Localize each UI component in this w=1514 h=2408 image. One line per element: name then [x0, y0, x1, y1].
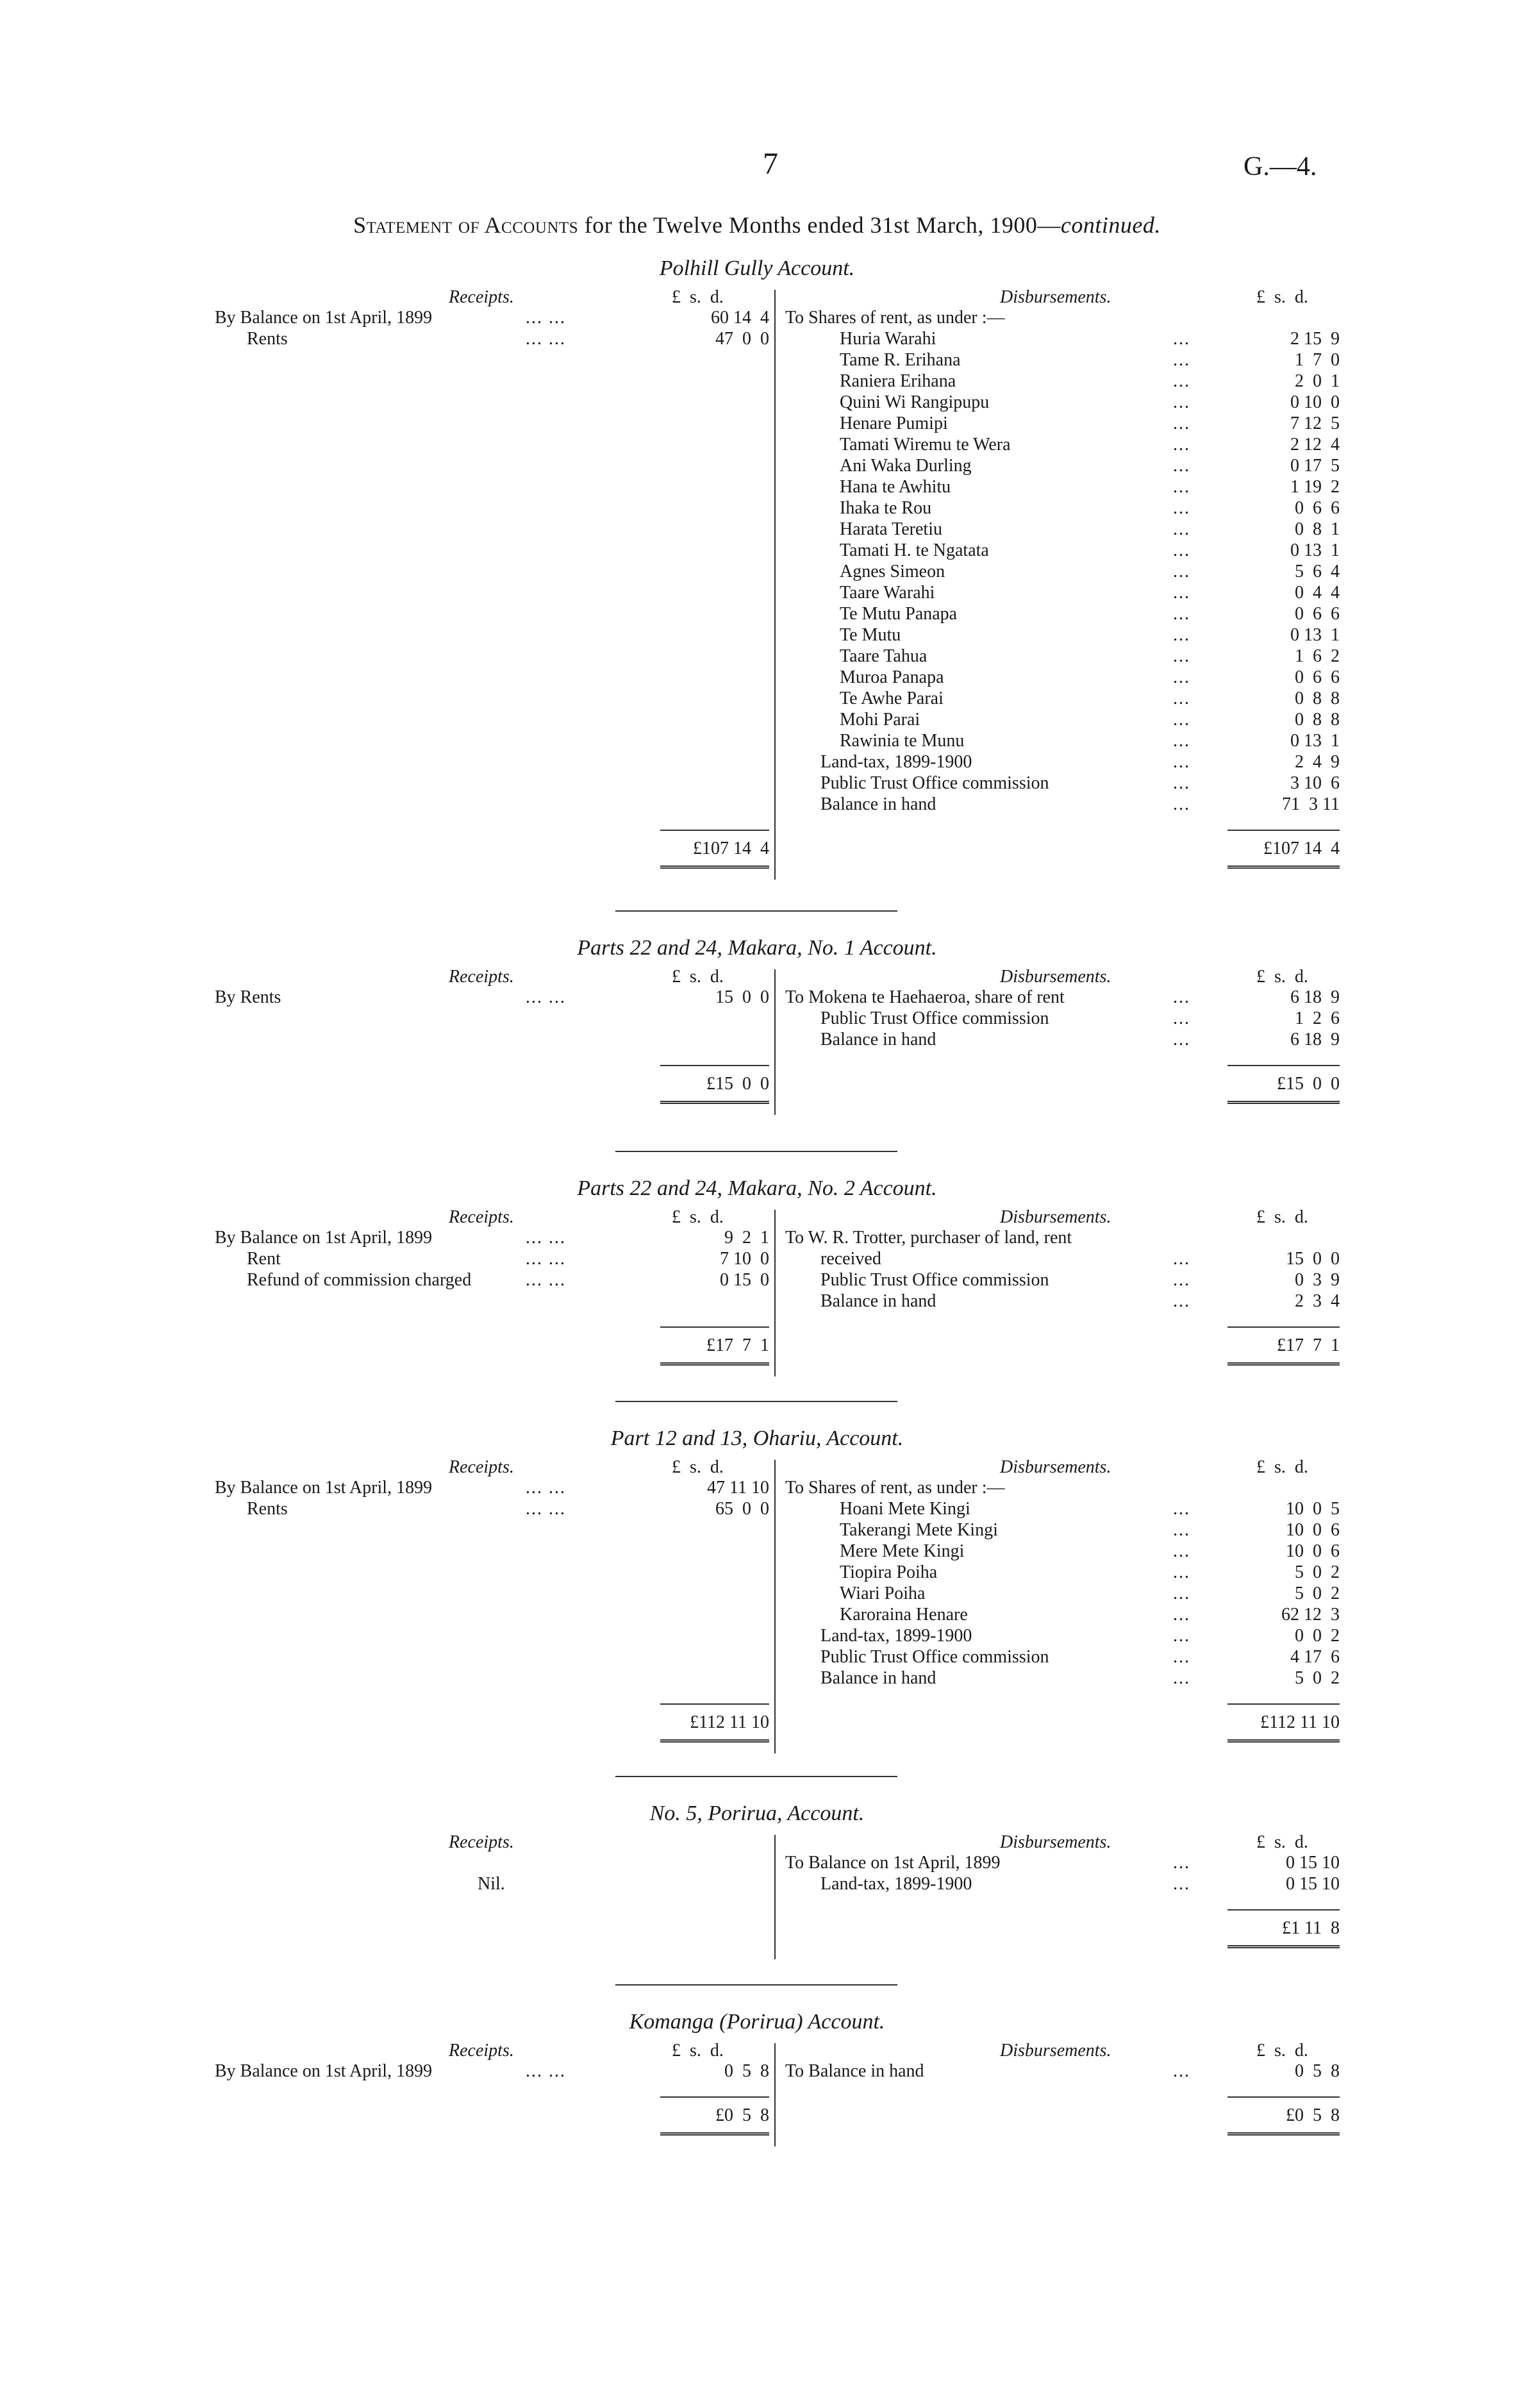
receipt-label: By Balance on 1st April, 1899 — [215, 1478, 433, 1498]
disbursement-label: Taare Warahi — [840, 583, 935, 603]
disbursement-label: Huria Warahi — [840, 329, 936, 349]
leader-dots: ... — [1173, 710, 1190, 730]
disbursement-label: Land-tax, 1899-1900 — [820, 1626, 972, 1646]
disbursement-amount: 62 12 3 — [1281, 1605, 1340, 1625]
leader-dots: ... — [1173, 1030, 1190, 1049]
disbursement-amount: 15 0 0 — [1286, 1249, 1340, 1269]
receipts-total-rule — [660, 1326, 769, 1328]
leader-dots: ... — [1173, 1626, 1190, 1646]
disbursements-lsd-header: £ s. d. — [1256, 2041, 1308, 2061]
disbursement-amount: 10 0 6 — [1286, 1541, 1340, 1561]
receipts-total: £107 14 4 — [693, 839, 769, 858]
disbursement-label: To Shares of rent, as under :— — [785, 308, 1005, 328]
disbursements-header: Disbursements. — [1000, 1832, 1111, 1852]
receipts-total-rule — [660, 830, 769, 831]
disbursement-amount: 2 0 1 — [1295, 371, 1340, 391]
leader-dots: ... — [1173, 1541, 1190, 1561]
disbursement-amount: 0 10 0 — [1290, 392, 1340, 412]
leader-dots: ... — [1173, 519, 1190, 539]
disbursement-amount: 2 3 4 — [1295, 1291, 1340, 1311]
leader-dots: ... — [1173, 604, 1190, 624]
receipts-total-double-rule — [660, 1739, 769, 1743]
disbursement-amount: 0 8 8 — [1295, 689, 1340, 708]
disbursement-amount: 0 6 6 — [1295, 667, 1340, 687]
disbursement-label: Taare Tahua — [840, 646, 928, 666]
leader-dots: ... — [1173, 625, 1190, 645]
disbursements-total: £15 0 0 — [1277, 1074, 1340, 1094]
leader-dots: ... — [1173, 583, 1190, 603]
receipt-amount: 15 0 0 — [715, 987, 769, 1007]
disbursements-total: £1 11 8 — [1282, 1918, 1340, 1938]
leader-dots: ... — [1173, 414, 1190, 433]
receipts-total: £15 0 0 — [706, 1074, 769, 1094]
document-reference: G.—4. — [1244, 152, 1317, 181]
leader-dots: ... ... — [526, 1228, 566, 1248]
disbursements-total-rule — [1227, 1326, 1340, 1328]
disbursements-header: Disbursements. — [1000, 1457, 1111, 1477]
column-divider — [774, 290, 776, 880]
leader-dots: ... — [1173, 1562, 1190, 1582]
leader-dots: ... — [1173, 329, 1190, 349]
account-title: No. 5, Porirua, Account. — [649, 1802, 865, 1825]
disbursements-header: Disbursements. — [1000, 287, 1111, 307]
column-divider — [774, 1460, 776, 1753]
disbursement-amount: 10 0 5 — [1286, 1499, 1340, 1519]
receipts-lsd-header: £ s. d. — [672, 287, 724, 307]
leader-dots: ... — [1173, 477, 1190, 497]
disbursement-label: Ani Waka Durling — [840, 456, 972, 476]
disbursements-header: Disbursements. — [1000, 2041, 1111, 2061]
disbursements-total: £107 14 4 — [1263, 839, 1340, 858]
leader-dots: ... ... — [526, 329, 566, 349]
disbursement-amount: 0 15 10 — [1286, 1874, 1340, 1894]
disbursement-amount: 0 8 8 — [1295, 710, 1340, 730]
disbursement-amount: 0 5 8 — [1295, 2061, 1340, 2081]
disbursement-label: Tamati Wiremu te Wera — [840, 435, 1011, 455]
receipt-amount: 47 0 0 — [715, 329, 769, 349]
disbursements-total-rule — [1227, 830, 1340, 831]
receipts-header: Receipts. — [449, 1832, 514, 1852]
disbursements-total: £17 7 1 — [1277, 1335, 1340, 1355]
receipts-total-rule — [660, 1065, 769, 1066]
disbursement-label: Public Trust Office commission — [820, 1270, 1049, 1290]
receipts-lsd-header: £ s. d. — [672, 967, 724, 987]
disbursement-label: Balance in hand — [820, 1291, 936, 1311]
disbursement-amount: 6 18 9 — [1290, 1030, 1340, 1049]
disbursement-amount: 10 0 6 — [1286, 1520, 1340, 1540]
receipt-label: By Balance on 1st April, 1899 — [215, 308, 433, 328]
leader-dots: ... — [1173, 371, 1190, 391]
leader-dots: ... — [1173, 498, 1190, 518]
receipt-amount: 0 15 0 — [720, 1270, 769, 1290]
disbursement-label: Henare Pumipi — [840, 414, 948, 433]
account-title: Parts 22 and 24, Makara, No. 1 Account. — [577, 936, 937, 960]
leader-dots: ... — [1173, 1270, 1190, 1290]
receipt-amount: 9 2 1 — [724, 1228, 769, 1248]
disbursement-label: Te Mutu Panapa — [840, 604, 958, 624]
disbursement-label: Ihaka te Rou — [840, 498, 932, 518]
disbursement-label: Public Trust Office commission — [820, 1647, 1049, 1667]
receipt-label: Rents — [247, 329, 288, 349]
leader-dots: ... ... — [526, 987, 566, 1007]
disbursement-label: Raniera Erihana — [840, 371, 956, 391]
disbursements-header: Disbursements. — [1000, 1207, 1111, 1227]
disbursement-amount: 0 6 6 — [1295, 498, 1340, 518]
leader-dots: ... — [1173, 2061, 1190, 2081]
receipts-header: Receipts. — [449, 1207, 514, 1227]
disbursements-lsd-header: £ s. d. — [1256, 1207, 1308, 1227]
disbursement-label: Tame R. Erihana — [840, 350, 961, 370]
disbursement-label: Land-tax, 1899-1900 — [820, 1874, 972, 1894]
receipts-total-double-rule — [660, 1362, 769, 1366]
leader-dots: ... ... — [526, 2061, 566, 2081]
leader-dots: ... — [1173, 1874, 1190, 1894]
leader-dots: ... — [1173, 1853, 1190, 1873]
receipts-total-rule — [660, 1703, 769, 1705]
disbursement-amount: 1 19 2 — [1290, 477, 1340, 497]
disbursement-label: Quini Wi Rangipupu — [840, 392, 990, 412]
receipt-amount: 60 14 4 — [711, 308, 769, 328]
leader-dots: ... — [1173, 562, 1190, 581]
leader-dots: ... — [1173, 392, 1190, 412]
disbursements-lsd-header: £ s. d. — [1256, 287, 1308, 307]
receipt-label: By Balance on 1st April, 1899 — [215, 1228, 433, 1248]
disbursement-label: To Mokena te Haehaeroa, share of rent — [785, 987, 1065, 1007]
leader-dots: ... ... — [526, 1478, 566, 1498]
section-separator — [615, 1151, 897, 1152]
disbursement-amount: 4 17 6 — [1290, 1647, 1340, 1667]
receipt-label: By Balance on 1st April, 1899 — [215, 2061, 433, 2081]
disbursements-total-double-rule — [1227, 1945, 1340, 1948]
disbursement-label: To Shares of rent, as under :— — [785, 1478, 1005, 1498]
disbursement-label: Public Trust Office commission — [820, 773, 1049, 793]
disbursement-label: To W. R. Trotter, purchaser of land, rent — [785, 1228, 1072, 1248]
disbursement-label: Balance in hand — [820, 1030, 936, 1049]
disbursement-label: Public Trust Office commission — [820, 1008, 1049, 1028]
disbursement-label: Rawinia te Munu — [840, 731, 965, 751]
title-text: for the Twelve Months ended 31st March, 1900— — [584, 212, 1061, 238]
leader-dots: ... — [1173, 456, 1190, 476]
section-separator — [615, 910, 897, 912]
leader-dots: ... — [1173, 1008, 1190, 1028]
disbursements-total-double-rule — [1227, 1101, 1340, 1104]
disbursement-label: Balance in hand — [820, 794, 936, 814]
disbursement-amount: 2 15 9 — [1290, 329, 1340, 349]
disbursement-label: Tiopira Poiha — [840, 1562, 938, 1582]
disbursement-amount: 0 13 1 — [1290, 540, 1340, 560]
leader-dots: ... — [1173, 1668, 1190, 1688]
column-divider — [774, 1835, 776, 1959]
leader-dots: ... — [1173, 731, 1190, 751]
leader-dots: ... — [1173, 987, 1190, 1007]
disbursements-total: £0 5 8 — [1286, 2105, 1340, 2125]
disbursement-amount: 7 12 5 — [1290, 414, 1340, 433]
disbursement-label: received — [820, 1249, 881, 1269]
disbursement-label: Mohi Parai — [840, 710, 920, 730]
leader-dots: ... — [1173, 1584, 1190, 1603]
receipts-total: £0 5 8 — [715, 2105, 769, 2125]
disbursements-header: Disbursements. — [1000, 967, 1111, 987]
page-number: 7 — [763, 147, 778, 181]
title-small-caps: Statement of Accounts — [353, 212, 579, 238]
disbursement-amount: 5 0 2 — [1295, 1562, 1340, 1582]
leader-dots: ... — [1173, 1520, 1190, 1540]
disbursement-amount: 0 17 5 — [1290, 456, 1340, 476]
disbursement-label: Takerangi Mete Kingi — [840, 1520, 998, 1540]
disbursement-amount: 5 0 2 — [1295, 1668, 1340, 1688]
leader-dots: ... — [1173, 435, 1190, 455]
receipts-header: Receipts. — [449, 287, 514, 307]
disbursements-total-double-rule — [1227, 1362, 1340, 1366]
disbursement-amount: 0 4 4 — [1295, 583, 1340, 603]
disbursement-amount: 0 0 2 — [1295, 1626, 1340, 1646]
receipt-amount: 7 10 0 — [720, 1249, 769, 1269]
disbursements-total: £112 11 10 — [1260, 1712, 1340, 1732]
disbursement-amount: 1 7 0 — [1295, 350, 1340, 370]
disbursement-label: Wiari Poiha — [840, 1584, 926, 1603]
disbursement-amount: 1 6 2 — [1295, 646, 1340, 666]
receipt-amount: 0 5 8 — [724, 2061, 769, 2081]
leader-dots: ... — [1173, 773, 1190, 793]
leader-dots: ... — [1173, 350, 1190, 370]
receipts-header: Receipts. — [449, 967, 514, 987]
leader-dots: ... — [1173, 1499, 1190, 1519]
leader-dots: ... — [1173, 646, 1190, 666]
receipts-total-double-rule — [660, 1101, 769, 1104]
receipts-total-double-rule — [660, 865, 769, 869]
disbursement-label: Muroa Panapa — [840, 667, 944, 687]
disbursement-amount: 6 18 9 — [1290, 987, 1340, 1007]
disbursement-amount: 0 6 6 — [1295, 604, 1340, 624]
title-continued: continued. — [1060, 212, 1161, 238]
disbursement-label: Te Mutu — [840, 625, 901, 645]
disbursement-label: Agnes Simeon — [840, 562, 945, 581]
section-separator — [615, 1401, 897, 1402]
disbursement-amount: 0 15 10 — [1286, 1853, 1340, 1873]
leader-dots: ... — [1173, 1647, 1190, 1667]
receipts-total-double-rule — [660, 2132, 769, 2136]
disbursement-amount: 0 3 9 — [1295, 1270, 1340, 1290]
receipts-lsd-header: £ s. d. — [672, 1207, 724, 1227]
disbursements-lsd-header: £ s. d. — [1256, 1457, 1308, 1477]
disbursement-amount: 5 0 2 — [1295, 1584, 1340, 1603]
account-title: Part 12 and 13, Ohariu, Account. — [610, 1426, 904, 1450]
section-separator — [615, 1776, 897, 1777]
leader-dots: ... — [1173, 794, 1190, 814]
disbursement-amount: 5 6 4 — [1295, 562, 1340, 581]
disbursements-total-rule — [1227, 1065, 1340, 1066]
receipt-amount: 47 11 10 — [707, 1478, 769, 1498]
disbursement-amount: 0 13 1 — [1290, 625, 1340, 645]
receipts-total-rule — [660, 2096, 769, 2098]
disbursement-amount: 0 8 1 — [1295, 519, 1340, 539]
account-title: Parts 22 and 24, Makara, No. 2 Account. — [577, 1176, 937, 1200]
section-separator — [615, 1984, 897, 1986]
disbursements-lsd-header: £ s. d. — [1256, 967, 1308, 987]
account-title: Polhill Gully Account. — [659, 256, 855, 280]
disbursement-amount: 3 10 6 — [1290, 773, 1340, 793]
leader-dots: ... — [1173, 752, 1190, 772]
receipt-label: Rents — [247, 1499, 288, 1519]
receipts-lsd-header: £ s. d. — [672, 2041, 724, 2061]
disbursement-label: Te Awhe Parai — [840, 689, 944, 708]
disbursement-label: Tamati H. te Ngatata — [840, 540, 989, 560]
disbursements-lsd-header: £ s. d. — [1256, 1832, 1308, 1852]
disbursement-amount: 71 3 11 — [1282, 794, 1340, 814]
statement-title — [0, 212, 1514, 238]
disbursements-total-double-rule — [1227, 1739, 1340, 1743]
receipts-lsd-header: £ s. d. — [672, 1457, 724, 1477]
disbursement-label: Hana te Awhitu — [840, 477, 951, 497]
leader-dots: ... — [1173, 1249, 1190, 1269]
account-title: Komanga (Porirua) Account. — [629, 2010, 885, 2034]
column-divider — [774, 1210, 776, 1376]
leader-dots: ... — [1173, 1291, 1190, 1311]
disbursement-amount: 2 12 4 — [1290, 435, 1340, 455]
leader-dots: ... ... — [526, 1499, 566, 1519]
receipts-total: £17 7 1 — [706, 1335, 769, 1355]
disbursement-amount: 1 2 6 — [1295, 1008, 1340, 1028]
disbursement-amount: 0 13 1 — [1290, 731, 1340, 751]
receipts-header: Receipts. — [449, 2041, 514, 2061]
disbursement-amount: 2 4 9 — [1295, 752, 1340, 772]
leader-dots: ... — [1173, 689, 1190, 708]
receipts-total: £112 11 10 — [690, 1712, 769, 1732]
disbursement-label: Harata Teretiu — [840, 519, 942, 539]
receipt-amount: 65 0 0 — [715, 1499, 769, 1519]
leader-dots: ... ... — [526, 1270, 566, 1290]
disbursement-label: To Balance on 1st April, 1899 — [785, 1853, 1001, 1873]
disbursement-label: Hoani Mete Kingi — [840, 1499, 970, 1519]
column-divider — [774, 969, 776, 1115]
disbursement-label: Karoraina Henare — [840, 1605, 968, 1625]
receipt-label: Refund of commission charged — [247, 1270, 472, 1290]
leader-dots: ... — [1173, 540, 1190, 560]
disbursements-total-rule — [1227, 1703, 1340, 1705]
disbursement-label: To Balance in hand — [785, 2061, 924, 2081]
receipts-nil: Nil. — [478, 1874, 505, 1894]
receipt-label: Rent — [247, 1249, 281, 1269]
column-divider — [774, 2043, 776, 2146]
receipt-label: By Rents — [215, 987, 281, 1007]
disbursements-total-double-rule — [1227, 865, 1340, 869]
leader-dots: ... — [1173, 1605, 1190, 1625]
receipts-header: Receipts. — [449, 1457, 514, 1477]
disbursement-label: Balance in hand — [820, 1668, 936, 1688]
disbursement-label: Mere Mete Kingi — [840, 1541, 965, 1561]
leader-dots: ... — [1173, 667, 1190, 687]
disbursement-label: Land-tax, 1899-1900 — [820, 752, 972, 772]
disbursements-total-rule — [1227, 1909, 1340, 1911]
disbursements-total-double-rule — [1227, 2132, 1340, 2136]
leader-dots: ... ... — [526, 1249, 566, 1269]
leader-dots: ... ... — [526, 308, 566, 328]
disbursements-total-rule — [1227, 2096, 1340, 2098]
